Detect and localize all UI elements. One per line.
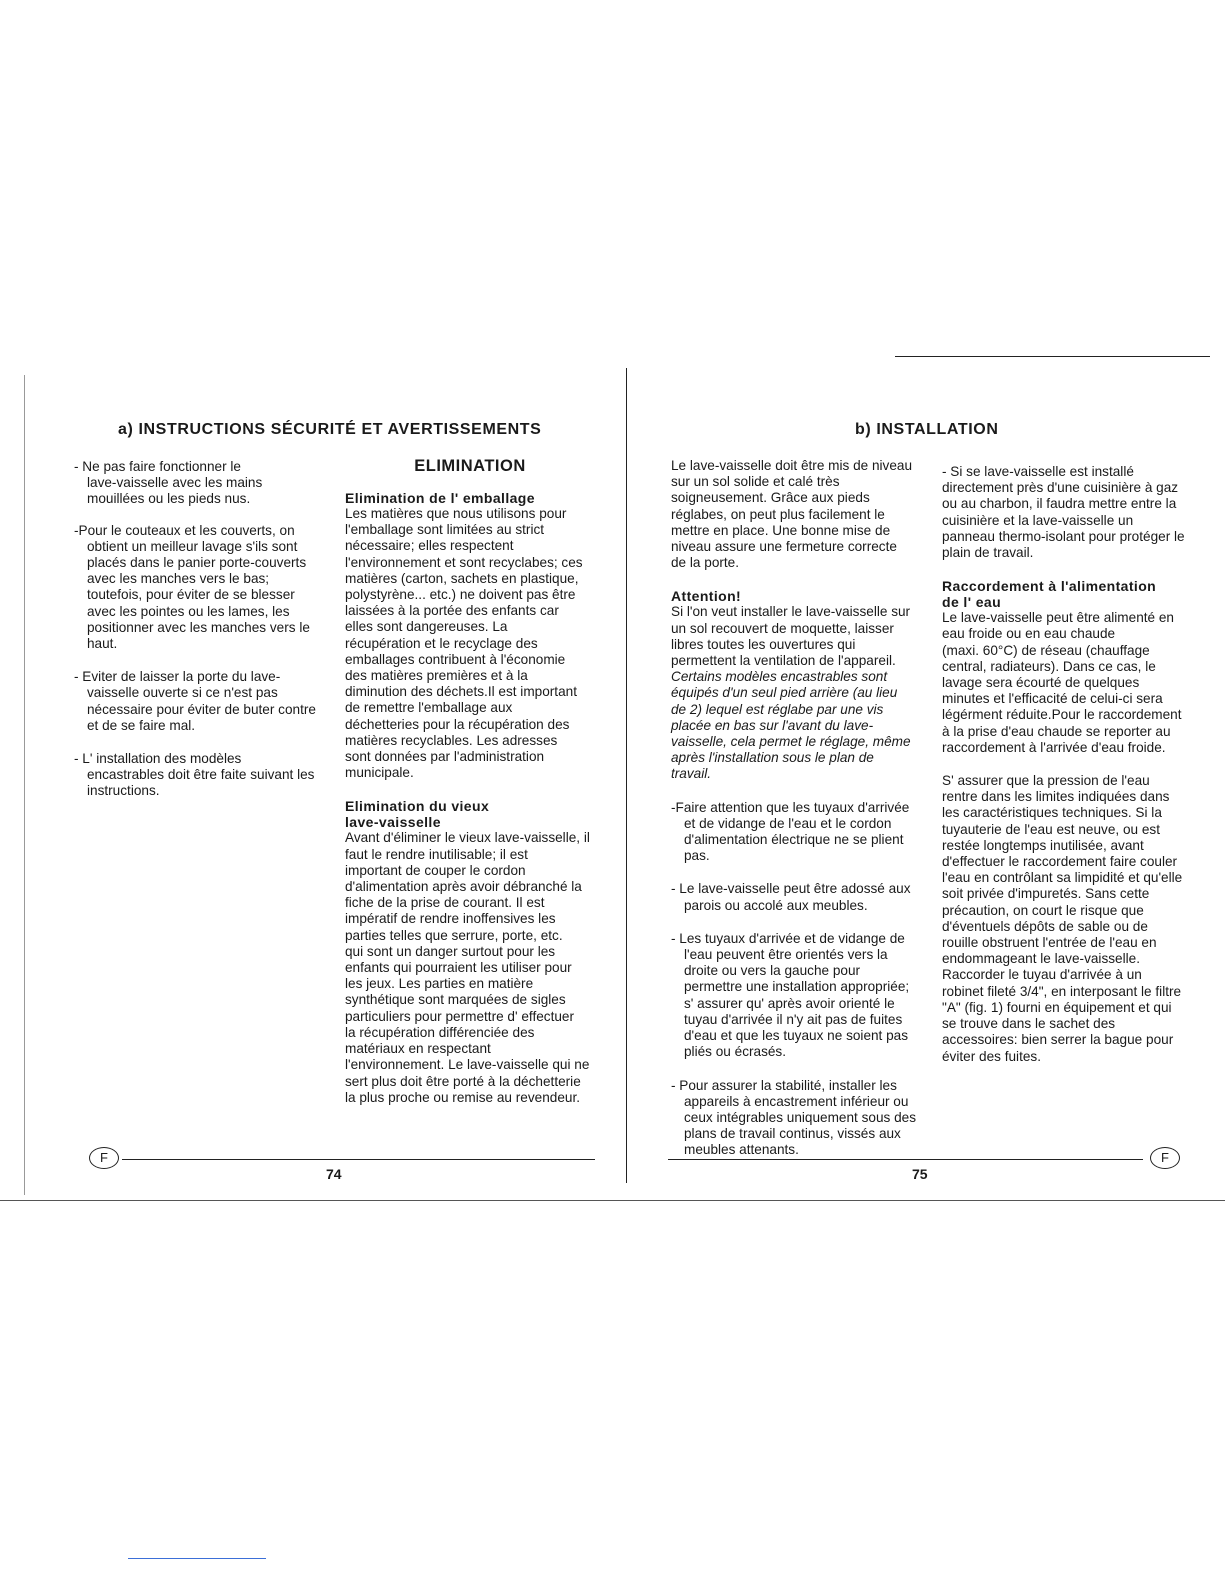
water-connection-text: Le lave-vaisselle peut être alimenté en eau froide ou en eau chaude (maxi. 60°C) de réseau (chauffage central, radiateurs). Dans ce cas, le lavage sera écourté de quelques minutes et l'efficacité de celui-ci sera légérment réduite.Pour le raccordement à la prise d'eau chaude se reporter au raccordement à l'arrivée d'eau froide. [942,610,1182,755]
footer-rule-left [122,1159,595,1160]
footer-rule-right [668,1159,1143,1160]
packaging-text: Les matières que nous utilisons pour l'emballage sont limitées au strict nécessaire; elles respectent l'environnement et sont recyclabes; ces matières (carton, sachets en plastique, polystyrène... etc.) ne doivent pas être laissées à la portée des enfants car elles sont dangereuses. La récupération et le recyclage des emballages contribuent à l'économie des matières premières et à la diminution des déchets.Il est important de remettre l'emballage aux déchetteries pour la récupération des matières recyclables. Les adresses sont données par l'administration municipale. [345,506,583,781]
elimination-heading: ELIMINATION [414,457,526,475]
scan-link-rule [128,1558,266,1559]
installation-column-1 [671,458,926,1159]
attention-italic-text: Certains modèles encastrables sont équipés d'un seul pied arrière (au lieu de 2) lequel est réglabe par une vis placée en bas sur l'avant du lave- vaisselle, cela permet le réglage, même après l'installation sous le plan de travail. [671,669,911,782]
installation-column-2 [942,464,1198,1065]
left-page-title: a) INSTRUCTIONS SÉCURITÉ ET AVERTISSEMENTS [118,421,542,438]
install-intro: Le lave-vaisselle doit être mis de niveau sur un sol solide et calé très soigneusement. Grâce aux pieds réglabes, on peut plus facilement le mettre en place. Une bonne mise de niveau assure une fermeture correcte de la porte. [671,458,913,571]
safety-item: - L' installation des modèles encastrables doit être faite suivant les instructions. [74,751,315,799]
attention-text: Si l'on veut installer le lave-vaisselle sur un sol recouvert de moquette, laisser libres toutes les ouvertures qui permettent la ventilation de l'appareil. [671,604,911,669]
water-pressure-text: S' assurer que la pression de l'eau rentre dans les limites indiquées dans les caractéristiques techniques. Si la tuyauterie de l'eau est neuve, ou est restée longtemps inutilisée, avant d'effectuer le raccordement faire couler l'eau en contrôlant sa limpidité et qu'elle soit privée d'impuretés. Sans cette précaution, on court le risque que d'éventuels dépôts de sable ou de rouille obstruent l'entrée de l'eau en endommageant le lave-vaisselle. Raccorder le tuyau d'arrivée à un robinet fileté 3/4", en interposant le filtre "A" (fig. 1) fourni en équipement et qui se trouve dans le sachet des accessoires: bien serrer la bague pour éviter des fuites. [942,773,1183,1064]
install-item: - Le lave-vaisselle peut être adossé aux parois ou accolé aux meubles. [671,881,911,913]
elimination-section [345,490,595,1106]
page-number-left: 74 [326,1166,342,1182]
safety-item: - Eviter de laisser la porte du lave- vaisselle ouverte si ce n'est pas nécessaire pour éviter de buter contre et de se faire mal. [74,669,316,733]
install-item: -Faire attention que les tuyaux d'arrivée et de vidange de l'eau et le cordon d'alimentation électrique ne se plient pas. [671,799,910,864]
scan-top-rule [895,356,1210,357]
safety-item: - Ne pas faire fonctionner le lave-vaisselle avec les mains mouillées ou les pieds nus. [74,459,263,507]
old-appliance-text: Avant d'éliminer le vieux lave-vaisselle, il faut le rendre inutilisable; il est important de couper le cordon d'alimentation après avoir débranché la fiche de la prise de courant. Il est impératif de rendre inoffensives les parties telles que serrure, porte, etc. qui sont un danger surtout pour les enfants qui pourraient les utiliser pour les jeux. Les parties en matière synthétique sont marquées de sigles particuliers pour permettre d' effectuer la récupération différenciée des matériaux en respectant l'environnement. Le lave-vaisselle qui ne sert plus doit être porté à la déchetterie la plus proche ou remise au revendeur. [345,830,590,1105]
gas-cooker-note: - Si se lave-vaisselle est installé directement près d'une cuisinière à gaz ou au charbon, il faudra mettre entre la cuisinière et la lave-vaisselle un panneau thermo-isolant pour protéger le plain de travail. [942,464,1185,561]
install-item: - Les tuyaux d'arrivée et de vidange de l'eau peuvent être orientés vers la droite ou vers la gauche pour permettre une installation appropriée; s' assurer qu' après avoir orienté le tuyau d'arrivée il n'y ait pas de fuites d'eau et que les tuyaux ne soient pas pliés ou écrasés. [671,930,910,1060]
water-connection-heading: Raccordement à l'alimentation de l' eau [942,578,1157,611]
page-number-right: 75 [912,1166,928,1182]
packaging-heading: Elimination de l' emballage [345,490,535,506]
safety-item: -Pour le couteaux et les couverts, on obtient un meilleur lavage s'ils sont placés dans le panier porte-couverts avec les manches vers le bas; toutefois, pour éviter de se blesser avec les pointes ou les lames, les positionner avec les manches vers le haut. [74,522,310,652]
scan-bottom-rule [0,1200,1225,1201]
scan-left-edge [24,375,25,1195]
language-mark-right: F [1150,1147,1180,1169]
spine-line [626,368,627,1183]
install-item: - Pour assurer la stabilité, installer les appareils à encastrement inférieur ou ceux intégrables uniquement sous des plans de travail continus, vissés aux meubles attenants. [671,1077,916,1158]
attention-heading: Attention! [671,588,742,605]
language-mark-left: F [89,1147,119,1169]
safety-list [74,459,336,800]
right-page-title: b) INSTALLATION [855,421,999,438]
old-appliance-heading: Elimination du vieux lave-vaisselle [345,798,490,831]
